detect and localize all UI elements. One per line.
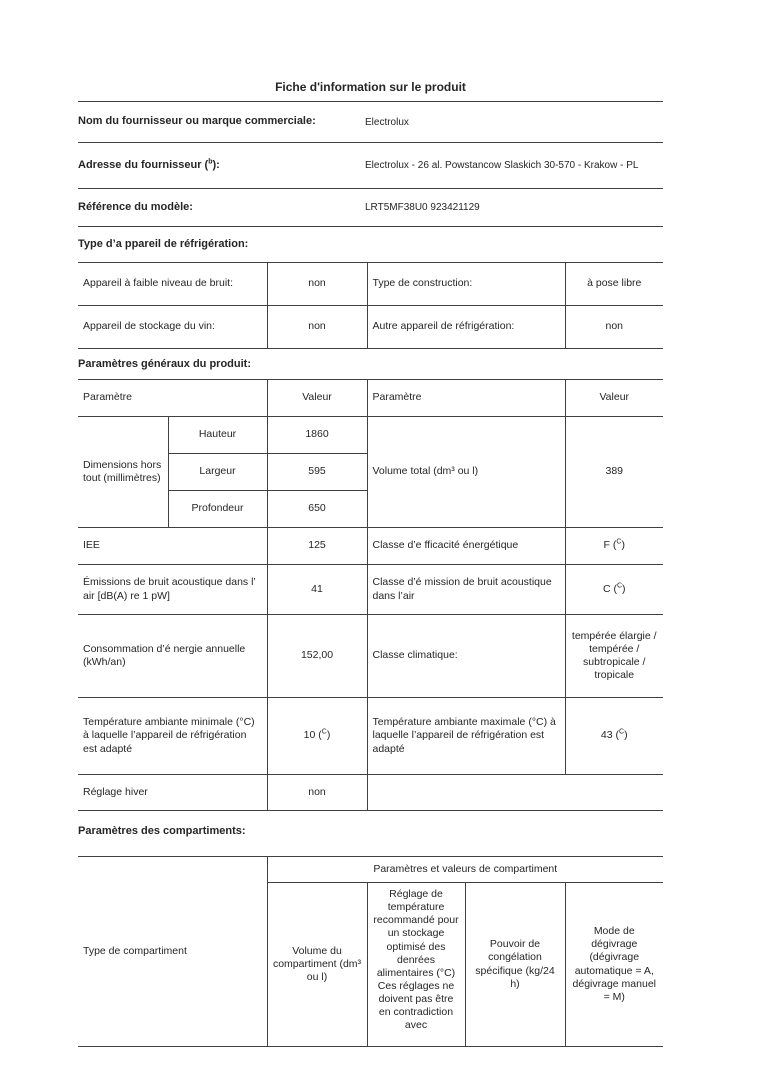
cell-empty (367, 775, 663, 811)
table-row (78, 528, 663, 565)
supplier-address-label-close: ): (212, 158, 220, 171)
table-row (78, 263, 663, 306)
value-close: ) (326, 729, 331, 742)
column-header-freezing-capacity: Pouvoir de congélation spécifique (kg/24 h) (465, 883, 565, 1047)
cell-parameter: Type de construction: (367, 263, 565, 306)
section-heading-general-parameters: Paramètres généraux du produit: (78, 358, 251, 370)
group-header: Paramètres et valeurs de compartiment (267, 857, 663, 883)
general-parameters-table (78, 379, 663, 811)
model-reference-row (78, 189, 663, 227)
document-content (78, 0, 663, 1047)
value-superscript: C (619, 728, 625, 736)
column-header-temperature-setting: Réglage de température recommandé pour un stockage optimisé des denrées alimentaires (°C) Ces réglages ne doivent pas être en contradiction avec (367, 883, 465, 1047)
cell-dimension-name: Largeur (168, 454, 267, 491)
cell-value: non (565, 306, 663, 349)
column-header-compartment-type: Type de compartiment (78, 857, 267, 1047)
cell-dimension-value: 650 (267, 491, 367, 528)
table-row (78, 306, 663, 349)
cell-value: 152,00 (267, 615, 367, 698)
column-header-parameter: Paramètre (78, 380, 267, 417)
cell-dimension-value: 595 (267, 454, 367, 491)
value-text: F ( (603, 539, 617, 552)
cell-parameter: Température ambiante minimale (°C) à laquelle l’appareil de réfrigération est adapté (78, 698, 267, 775)
cell-value: non (267, 263, 367, 306)
value-close: ) (624, 729, 628, 742)
value-text: 43 ( (600, 729, 620, 742)
appliance-type-table (78, 262, 663, 349)
table-row (78, 565, 663, 615)
cell-parameter: IEE (78, 528, 267, 565)
cell-value: 125 (267, 528, 367, 565)
value-superscript: C (616, 538, 622, 546)
column-header-volume: Volume du compartiment (dm³ ou l) (267, 883, 367, 1047)
cell-parameter: Volume total (dm³ ou l) (367, 417, 565, 528)
table-header-row (78, 857, 663, 883)
cell-value: non (267, 775, 367, 811)
supplier-address-row (78, 143, 663, 189)
cell-dimension-value: 1860 (267, 417, 367, 454)
cell-value (565, 528, 663, 565)
value-close: ) (621, 539, 625, 552)
supplier-name-row (78, 102, 663, 143)
page-title: Fiche d'information sur le produit (78, 0, 663, 102)
cell-parameter: Autre appareil de réfrigération: (367, 306, 565, 349)
supplier-address-label-text: Adresse du fournisseur ( (78, 158, 209, 171)
column-header-value: Valeur (565, 380, 663, 417)
cell-parameter: Classe d’é mission de bruit acoustique dans l’air (367, 565, 565, 615)
model-reference-label: Référence du modèle: (78, 200, 193, 213)
section-heading-compartments: Paramètres des compartiments: (78, 825, 246, 837)
cell-value: 389 (565, 417, 663, 528)
cell-value (565, 698, 663, 775)
cell-parameter: Consommation d’é nergie annuelle (kWh/an) (78, 615, 267, 698)
value-close: ) (622, 582, 626, 595)
supplier-name-label: Nom du fournisseur ou marque commerciale: (78, 115, 316, 128)
cell-parameter: Réglage hiver (78, 775, 267, 811)
column-header-value: Valeur (267, 380, 367, 417)
value-text: C ( (602, 582, 617, 595)
table-row (78, 417, 663, 454)
column-header-defrost-mode: Mode de dégivrage (dégivrage automatique = A, dégivrage manuel = M) (565, 883, 663, 1047)
table-row (78, 775, 663, 811)
column-header-parameter: Paramètre (367, 380, 565, 417)
cell-value: à pose libre (565, 263, 663, 306)
model-reference-value: LRT5MF38U0 923421129 (365, 202, 480, 213)
cell-value (267, 698, 367, 775)
supplier-address-label-superscript: b (208, 157, 213, 165)
cell-value: tempérée élargie / tempérée / subtropicale / tropicale (565, 615, 663, 698)
cell-parameter: Émissions de bruit acoustique dans l’ air [dB(A) re 1 pW] (78, 565, 267, 615)
cell-dimension-name: Hauteur (168, 417, 267, 454)
table-header-row (78, 380, 663, 417)
supplier-address-value: Electrolux - 26 al. Powstancow Slaskich 30-570 - Krakow - PL (365, 160, 639, 171)
table-row (78, 615, 663, 698)
compartments-table (78, 856, 663, 1047)
supplier-address-label (78, 159, 365, 173)
cell-dimensions-label: Dimensions hors tout (millimètres) (78, 417, 168, 528)
cell-dimension-name: Profondeur (168, 491, 267, 528)
value-superscript: C (616, 582, 623, 590)
cell-parameter: Appareil de stockage du vin: (78, 306, 267, 349)
value-superscript: C (321, 728, 327, 736)
cell-parameter: Classe d’e fficacité énergétique (367, 528, 565, 565)
section-heading-appliance-type: Type d’a ppareil de réfrigération: (78, 238, 249, 250)
cell-parameter: Température ambiante maximale (°C) à laquelle l’appareil de réfrigération est adapté (367, 698, 565, 775)
table-row (78, 698, 663, 775)
cell-value: non (267, 306, 367, 349)
cell-parameter: Classe climatique: (367, 615, 565, 698)
supplier-name-value: Electrolux (365, 116, 409, 128)
cell-value (565, 565, 663, 615)
cell-parameter: Appareil à faible niveau de bruit: (78, 263, 267, 306)
value-text: 10 ( (303, 729, 322, 742)
cell-value: 41 (267, 565, 367, 615)
